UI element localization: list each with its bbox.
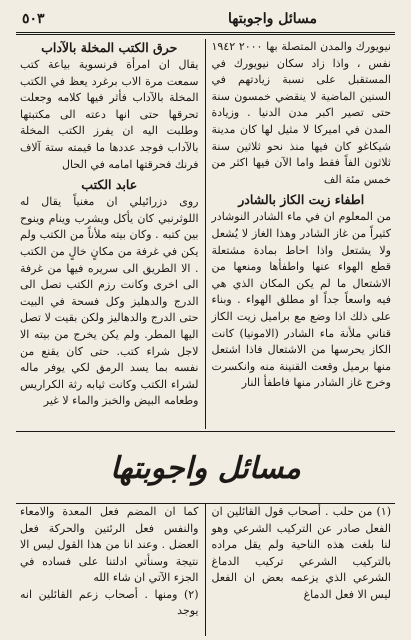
page-number: ٥٠٣ [22,11,45,27]
section-title-box [14,435,397,501]
page-header [14,8,397,30]
article-columns [14,39,397,429]
body-newyork: نيويورك والمدن المتصلة بها ٢٠٠٠ ١٩٤٢ نفس ، واذا زاد سكان نيويورك في المستقبل على نسبة زيادتهم في السنين الماضية لا ينقضي خمسون سنة حتى تصير اكبر مدن الدنيا . وزيادة المدن في اميركا لا مثيل لها كان مدينة شيكاغو كان فيها منذ نحو ثلاثين سنة ثلاثون الفاً فقط واما الآن فيها اكثر من خمس مئة الف [211,40,391,186]
qa-columns [14,504,397,636]
running-title: مسائل واجوبتها [227,11,317,27]
body-kerosene: من المعلوم ان في ماء الشادر النوشادر كثيراً من غاز الشادر وهذا الغاز لا يُشعل ولا يشتعل واذا احاط بمادة مشتعلة قطع الهواء عنها واطفأها ومنعها من الاشتعال ما لم يكن المكان الذي هي فيه واسعاً جداً او مطلق الهواء . وبناء على ذلك اذا وضع مع براميل زيت الكاز قناني ملأنة ماء الشادر (الامونيا) كانت الكاز يحرسها من الاشتعال فاذا اشتعل منها برميل وقعت القنينة منه وانكسرت وخرج غاز الشادر منها فاطفأ النار [211,210,391,390]
section-title: مسائل واجوبتها [110,450,301,486]
section-rule-top [16,431,395,432]
right-column [206,39,398,429]
qa-left-item2: (٢) ومنها . أصحاب زعم القائلين انه يوجد [20,587,199,617]
qa-left-text: كما ان المضم فعل المعدة والامعاء والنفس فعل الرئتين والحركة فعل العضل . وعند انا من هذا القول ليس الا نتيجة وسنأتي ادلتنا على فساده في الجزء الآتي ان شاء الله [20,505,199,584]
heading-book-burning: حرق الكتب المخلة بالآداب [41,40,178,55]
header-rule [16,32,395,35]
left-column [14,39,206,429]
body-book-worshipper: روى دزرائيلي ان مغنياً يقال له اللوثرنبي كان يأكل ويشرب وينام وينوح بين كتبه . وكان بيته ملأناً من الكتب ولم يكن في غرفة من مكانٍ خالٍ من الكتب . الا الطريق الى سريره فيها من غرفة الى اخرى وكانت رزم الكتب تصل الى الدرج والدهليز وكل فسحة في البيت حتى الدرج والدهاليز ولكن بقيت لا تصل اليها المطر. ولم يكن يخرج من بيته الا لاجل شراء كتب. حتى كان يقنع من نفسه بما يسد الرمق لكي يوفر ماله لشراء الكتب وكانت ثيابه رثة الكراريس وطعامه البيض والخبز والماء لا غير [20,195,199,408]
qa-right-column [206,504,398,636]
body-book-burning: يقال ان امرأة فرنسوية بياعة كتب سمعت مرة الاب برغرد يعظ في الكتب المخلة بالآداب فأثر فيها كلامه وجعلت تحرقها حتى انها دعته الى مكتبتها وطلبت اليه ان يفرز الكتب المخلة بالآداب فوجد عددها ما قيمته ستة آلاف فرنك فحرقتها امامه في الحال [20,58,199,171]
qa-right-text: (١) من حلب . أصحاب قول القائلين ان الفعل صادر عن التركيب الشرعي وهو لنا بلغت هذه الناحية ولم يقل مراده بالتركيب الشرعي تركيب الدماغ الشرعي الذي يزعمه بعض ان الفعل ليس الا فعل الدماغ [211,505,391,601]
qa-left-column [14,504,206,636]
heading-kerosene: اطفاء زيت الكاز بالشادر [238,192,365,208]
heading-book-worshipper: عابد الكتب [81,177,138,193]
